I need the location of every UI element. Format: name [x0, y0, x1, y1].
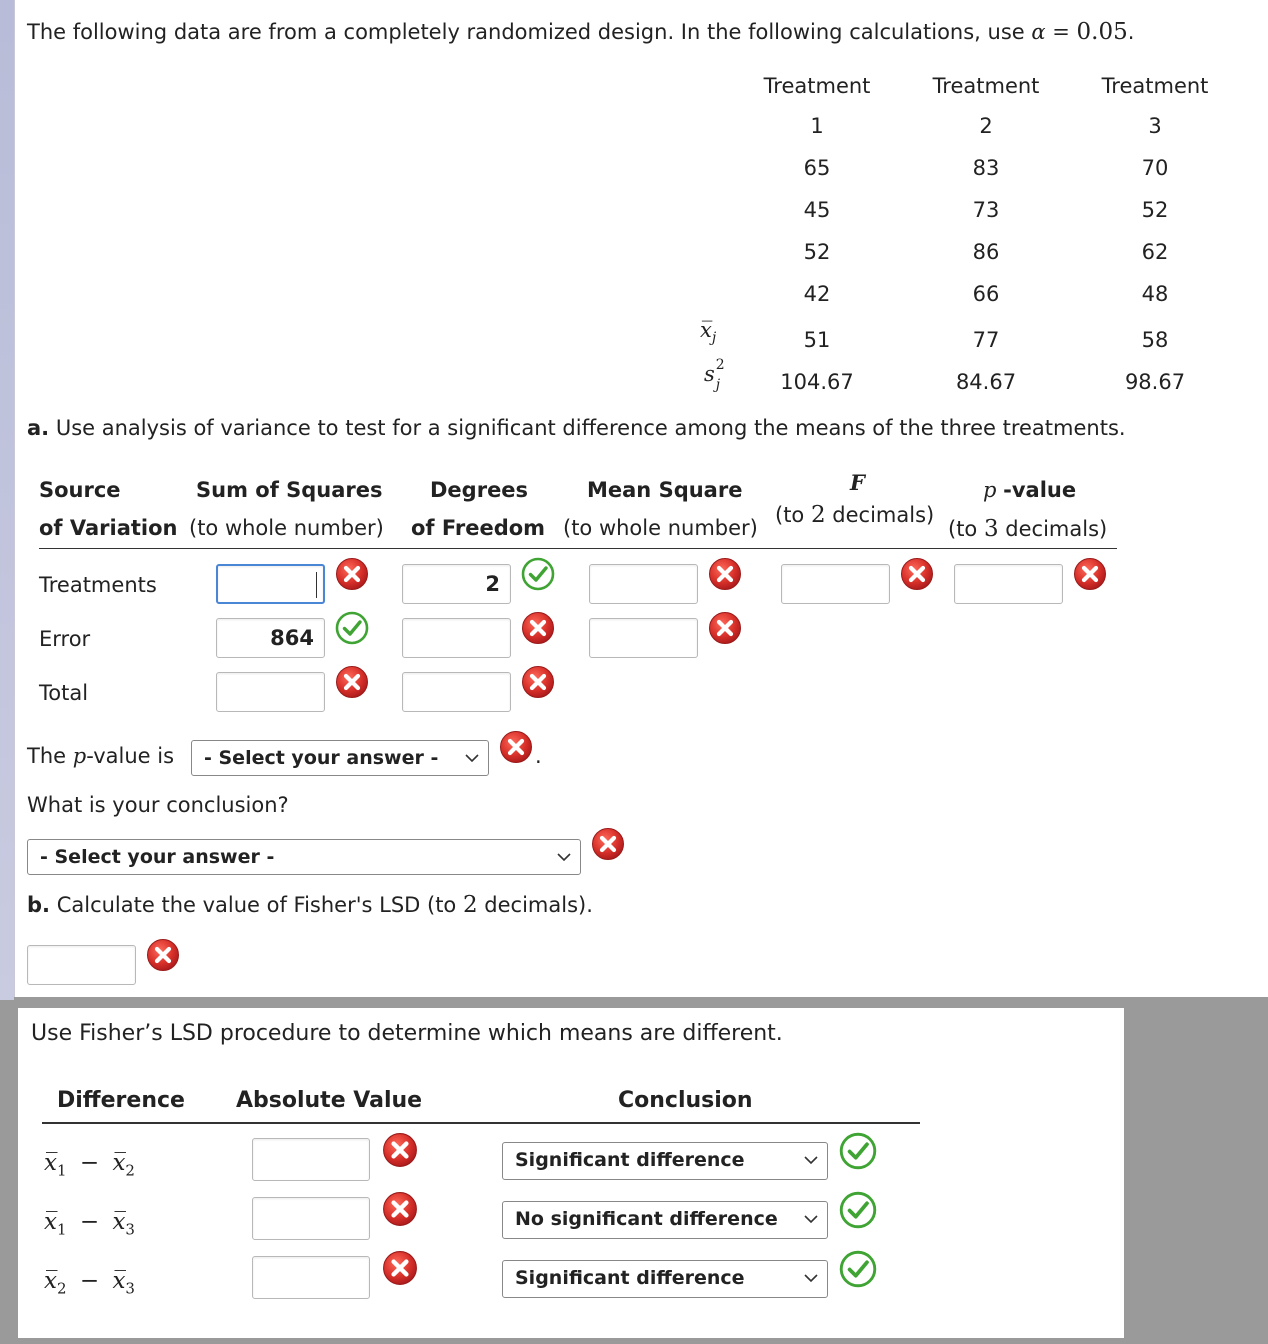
header-ms-2: (to whole number) [563, 516, 758, 540]
incorrect-icon [521, 611, 555, 645]
header-ss: Sum of Squares [196, 478, 383, 502]
incorrect-icon [900, 557, 934, 591]
conclusion-select[interactable]: Significant difference [502, 1260, 828, 1298]
col-number-3: 3 [1148, 114, 1162, 138]
pvalue-trail: . [535, 744, 542, 768]
col-number-1: 1 [810, 114, 824, 138]
difference-label: $x̅_2$ − $x̅_3$ [44, 1268, 135, 1298]
table-cell: 83 [972, 156, 1000, 180]
col-header-2: Treatment [932, 74, 1040, 98]
header-f-2: (to 2 decimals) [775, 502, 935, 528]
header-ss-2: (to whole number) [189, 516, 384, 540]
conclusion-select[interactable]: - Select your answer - [27, 839, 581, 875]
lsd-intro: Use Fisher’s LSD procedure to determine which means are different. [31, 1021, 783, 1046]
chevron-down-icon [464, 750, 480, 766]
treatments-p-input[interactable] [954, 564, 1063, 604]
conclusion-select[interactable]: No significant difference [502, 1201, 828, 1239]
table-cell: 42 [803, 282, 831, 306]
treatments-df-input[interactable]: 2 [402, 564, 511, 604]
row-label-total: Total [39, 681, 89, 705]
error-ms-input[interactable] [589, 618, 698, 658]
correct-icon [839, 1132, 877, 1170]
header-source: Source [39, 478, 121, 502]
incorrect-icon [521, 665, 555, 699]
table-cell: 70 [1141, 156, 1169, 180]
header-ms: Mean Square [587, 478, 743, 502]
part-b-instructions: b. Calculate the value of Fisher's LSD (to 2 decimals). [27, 892, 593, 918]
header-f: F [850, 470, 865, 495]
table-cell: 52 [1141, 198, 1169, 222]
col-header-1: Treatment [763, 74, 871, 98]
incorrect-icon [499, 730, 533, 764]
variance-value: 104.67 [780, 370, 854, 394]
col-header-3: Treatment [1101, 74, 1209, 98]
incorrect-icon [146, 938, 180, 972]
mean-value: 58 [1141, 328, 1169, 352]
chevron-down-icon [803, 1270, 819, 1286]
header-df-2: of Freedom [411, 516, 546, 540]
header-source-2: of Variation [39, 516, 178, 540]
abs-value-input[interactable] [252, 1256, 370, 1299]
correct-icon [839, 1250, 877, 1288]
intro-text: The following data are from a completely randomized design. In the following calculations, use α = 0.05. [27, 19, 1135, 45]
incorrect-icon [382, 1132, 418, 1168]
variance-value: 98.67 [1124, 370, 1186, 394]
header-rule [39, 548, 1117, 549]
chevron-down-icon [803, 1152, 819, 1168]
header-df: Degrees [430, 478, 529, 502]
abs-value-input[interactable] [252, 1138, 370, 1181]
table-cell: 65 [803, 156, 831, 180]
incorrect-icon [382, 1250, 418, 1286]
difference-label: $x̅_1$ − $x̅_3$ [44, 1209, 135, 1239]
correct-icon [335, 611, 369, 645]
incorrect-icon [708, 611, 742, 645]
treatments-f-input[interactable] [781, 564, 890, 604]
header-difference: Difference [57, 1088, 185, 1113]
incorrect-icon [382, 1191, 418, 1227]
total-ss-input[interactable] [216, 672, 325, 712]
table-cell: 62 [1141, 240, 1169, 264]
left-strip [0, 0, 14, 1000]
correct-icon [839, 1191, 877, 1229]
abs-value-input[interactable] [252, 1197, 370, 1240]
col-number-2: 2 [979, 114, 993, 138]
difference-label: $x̅_1$ − $x̅_2$ [44, 1150, 135, 1180]
mean-label: $x̅_j$ [700, 318, 717, 347]
lsd-value-input[interactable] [27, 945, 136, 985]
treatments-ss-input[interactable] [216, 564, 325, 604]
table-cell: 52 [803, 240, 831, 264]
incorrect-icon [591, 827, 625, 861]
table-cell: 48 [1141, 282, 1169, 306]
chevron-down-icon [803, 1211, 819, 1227]
header-conclusion: Conclusion [618, 1088, 753, 1113]
row-label-error: Error [39, 627, 91, 651]
correct-icon [521, 557, 555, 591]
table-cell: 73 [972, 198, 1000, 222]
incorrect-icon [708, 557, 742, 591]
header-p-2: (to 3 decimals) [948, 516, 1108, 542]
mean-value: 51 [803, 328, 831, 352]
conclusion-question: What is your conclusion? [27, 793, 289, 817]
lsd-header-rule [42, 1122, 920, 1124]
pvalue-prompt: The p-value is [27, 744, 175, 768]
variance-value: 84.67 [955, 370, 1017, 394]
pvalue-select[interactable]: - Select your answer - [191, 740, 489, 776]
incorrect-icon [335, 665, 369, 699]
chevron-down-icon [556, 849, 572, 865]
incorrect-icon [1073, 557, 1107, 591]
conclusion-select[interactable]: Significant difference [502, 1142, 828, 1180]
error-df-input[interactable] [402, 618, 511, 658]
treatments-ms-input[interactable] [589, 564, 698, 604]
incorrect-icon [335, 557, 369, 591]
table-cell: 66 [972, 282, 1000, 306]
header-absolute-value: Absolute Value [236, 1088, 423, 1113]
mean-value: 77 [972, 328, 1000, 352]
table-cell: 86 [972, 240, 1000, 264]
table-cell: 45 [803, 198, 831, 222]
row-label-treatments: Treatments [39, 573, 157, 597]
total-df-input[interactable] [402, 672, 511, 712]
part-a-instructions: a. Use analysis of variance to test for a significant difference among the means of the three treatments. [27, 416, 1126, 440]
error-ss-input[interactable]: 864 [216, 618, 325, 658]
variance-label: s 2 j [704, 357, 725, 393]
header-p: p -value [983, 478, 1077, 502]
